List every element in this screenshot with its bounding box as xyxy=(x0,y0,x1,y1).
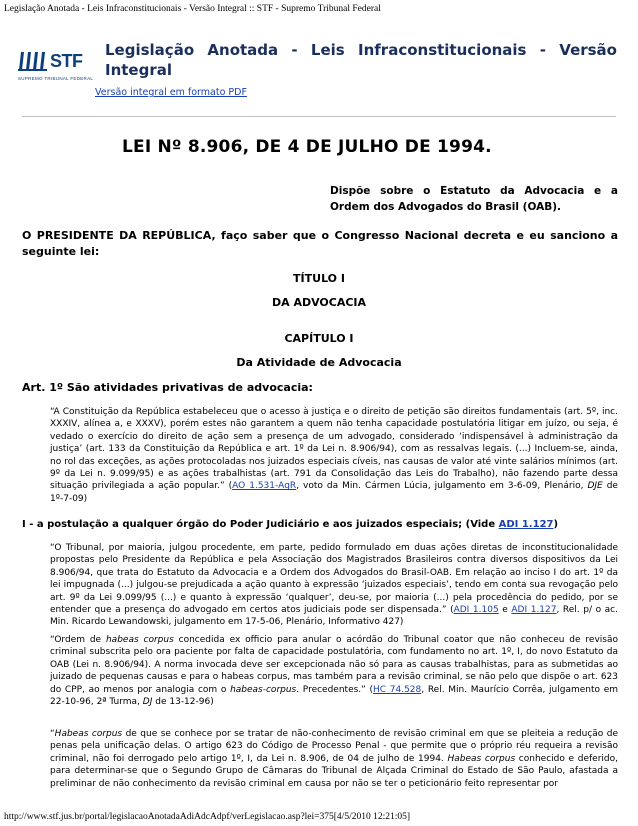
logo-abbr: STF xyxy=(50,51,83,71)
annotation-paragraph: “A Constituição da República estabeleceu que o acesso à justiça e o direito de petição são direitos fundamentais (art. 5º, inc. XXXIV, alínea a, e XXXV), porém estes não garantem a quem não tenha capacidade postulatória litigar em juízo, ou seja, é vedado o exercício do direito de ação sem a presença de um advogado, considerado ‘indispensável à administração da justiça’ (art. 133 da Constituição da República e art. 1º da Lei n. 8.906/94), com as ressalvas legais. (...) Incluem-se, ainda, no rol das exceções, as ações protocoladas nos juizados especiais cíveis, nas causas de valor até vinte salários mínimos (art. 9º da Lei n. 9.099/95) e as ações trabalhistas (art. 791 da Consolidação das Leis do Trabalho), não fazendo parte dessa situação privilegiada a ação popular.” (AO 1.531-AgR, voto da Min. Cármen Lúcia, julgamento em 3-6-09, Plenário, DJE de 1º-7-09) xyxy=(50,407,618,504)
annotation-paragraph: “O Tribunal, por maioria, julgou procedente, em parte, pedido formulado em duas ações diretas de inconstitucionalidade propostas pelo Presidente da República e pela Associação dos Magistrados Brasileiros contra diversos dispositivos da Lei 8.906/94, que trata do Estatuto da Advocacia e a Ordem dos Advogados do Brasil-OAB. Em relação ao inciso I do art. 1º da lei impugnada (...) julgou-se prejudicada a ação quanto à expressão ‘juizados especiais’, tendo em conta sua revogação pelo art. 9º da Lei 9.099/95 (...) e quanto à expressão ‘qualquer’, deu-se, por maioria (...) pela procedência do pedido, por se entender que a presença do advogado em certos atos judiciais pode ser dispensada.” (ADI 1.105 e ADI 1.127, Rel. p/ o ac. Min. Ricardo Lewandowski, julgamento em 17-5-06, Plenário, Informativo 427) xyxy=(50,543,618,628)
case-link-hc-74528[interactable]: HC 74.528 xyxy=(373,684,422,695)
inciso-1: I - a postulação a qualquer órgão do Poder Judiciário e aos juizados especiais; (Vide ADI 1.127) xyxy=(22,519,559,530)
annotation-paragraph: “Habeas corpus de que se conhece por se tratar de não-conhecimento de revisão criminal em que se pleiteia a redução de penas pela unificação delas. O artigo 623 do Código de Processo Penal - que permite que o próprio réu requeira a revisão criminal, não foi derrogado pelo artigo 1º, I, da Lei n. 8.906, de 04 de julho de 1994. Habeas corpus conhecido e deferido, para determinar-se que o Segundo Grupo de Câmaras do Tribunal de Alçada Criminal do Estado de São Paulo, afastada a preliminar de não conhecimento da revisão criminal em causa por não se ter o peticionário feito representar por xyxy=(50,729,619,789)
logo-subtitle: SUPREMO TRIBUNAL FEDERAL xyxy=(18,76,94,81)
pdf-version-link[interactable]: Versão integral em formato PDF xyxy=(95,87,247,98)
law-ementa: Dispõe sobre o Estatuto da Advocacia e a Ordem dos Advogados do Brasil (OAB). xyxy=(330,185,618,213)
titulo-heading: TÍTULO I xyxy=(293,272,345,285)
law-title: LEI Nº 8.906, DE 4 DE JULHO DE 1994. xyxy=(122,137,492,157)
stf-logo[interactable] xyxy=(18,50,94,84)
case-link-ao-1531[interactable]: AO 1.531-AgR xyxy=(232,481,297,492)
browser-print-footer: http://www.stf.jus.br/portal/legislacaoAnotadaAdiAdcAdpf/verLegislacao.asp?lei=375[4/5/2010 12:21:05] xyxy=(4,812,411,822)
capitulo-heading: CAPÍTULO I xyxy=(284,332,354,345)
case-link-adi-1127[interactable]: ADI 1.127 xyxy=(498,519,554,530)
header-divider xyxy=(22,116,616,117)
capitulo-name: Da Atividade de Advocacia xyxy=(236,356,402,369)
enactment-clause: O PRESIDENTE DA REPÚBLICA, faço saber que o Congresso Nacional decreta e eu sanciono a seguinte lei: xyxy=(22,229,618,258)
article-1: Art. 1º São atividades privativas de advocacia: xyxy=(22,381,313,394)
page-title: Legislação Anotada - Leis Infraconstitucionais - Versão Integral xyxy=(105,41,617,79)
stf-columns-icon xyxy=(18,50,48,72)
titulo-name: DA ADVOCACIA xyxy=(271,296,367,309)
browser-print-header: Legislação Anotada - Leis Infraconstitucionais - Versão Integral :: STF - Supremo Tribunal Federal xyxy=(4,4,381,14)
case-link-adi-1105[interactable]: ADI 1.105 xyxy=(453,605,499,616)
annotation-paragraph: “Ordem de habeas corpus concedida ex officio para anular o acórdão do Tribunal coator que não conheceu de revisão criminal subscrita pelo ora paciente por falta de capacidade postulatória, com fundamento no art. 1º, I, do novo Estatuto da OAB (Lei n. 8.906/94). A norma invocada deve ser excepcionada não só para as causas trabalhistas, para as submetidas ao juizado de pequenas causas e para o habeas corpus, mas também para a revisão criminal, se não pelo que dispõe o art. 623 do CPP, ao menos por analogia com o habeas-corpus. Precedentes.” (HC 74.528, Rel. Min. Maurício Corrêa, julgamento em 22-10-96, 2ª Turma, DJ de 13-12-96) xyxy=(50,635,618,708)
case-link-adi-1127[interactable]: ADI 1.127 xyxy=(511,605,557,616)
